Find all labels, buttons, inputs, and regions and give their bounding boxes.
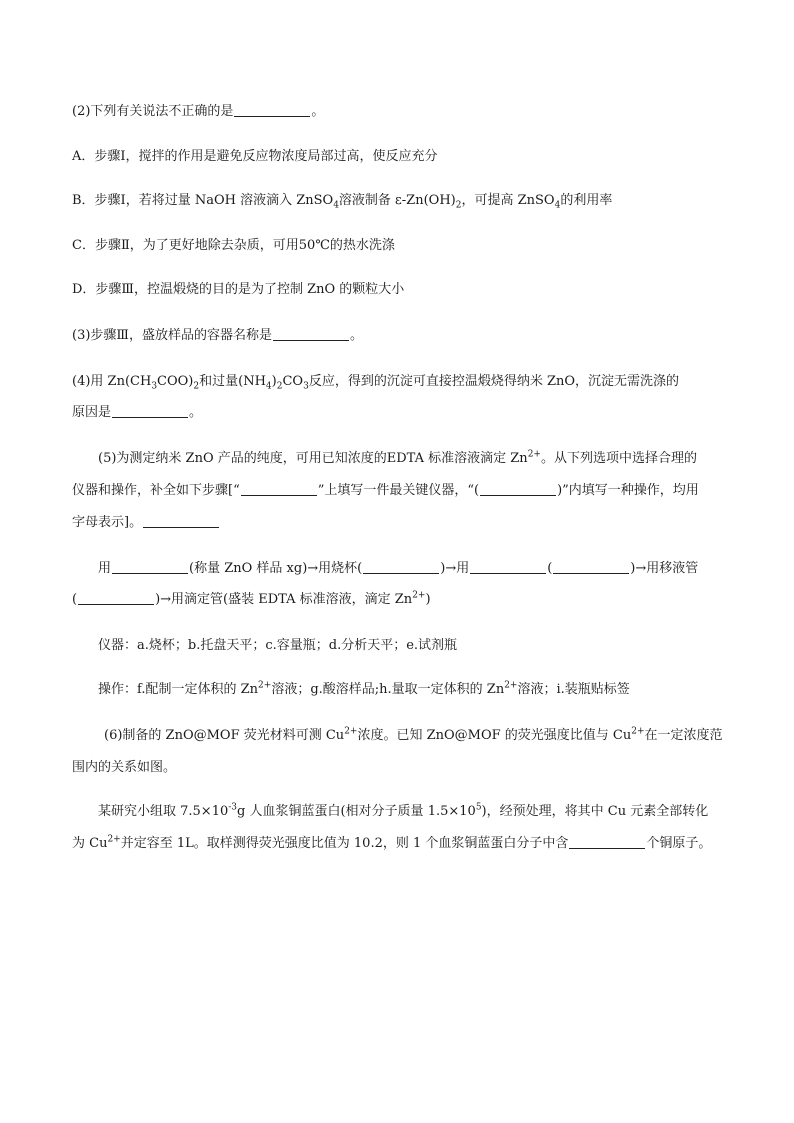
q6-line4: 为 $Cu^{2+}$并定容至 1L。取样测得荧光强度比值为 10.2，则 1 个血浆铜蓝蛋白分子中含 个铜原子。 xyxy=(72,834,712,851)
q5-line2: 仪器和操作，补全如下步骤[“ ”上填写一件最关键仪器，“( )”内填写一种操作，均用 xyxy=(72,483,699,498)
q2-option-d: D．步骤Ⅲ，控温煅烧的目的是为了控制 ZnO 的颗粒大小 xyxy=(72,282,405,297)
operation-blank[interactable] xyxy=(553,561,629,574)
q6-line2: 围内的关系如图。 xyxy=(72,760,177,775)
q5-line3: 字母表示]。 xyxy=(72,514,220,532)
q2-option-b: B．步骤Ⅰ，若将过量 NaOH 溶液滴入 ZnSO$_4$溶液制备 $\varepsilon-Zn(OH)_2$，可提高 ZnSO$_4$的利用率 xyxy=(72,193,613,211)
q5-instruments: 仪器：a.烧杯；b.托盘天平；c.容量瓶；d.分析天平；e.试剂瓶 xyxy=(98,638,458,653)
operation-blank[interactable] xyxy=(78,592,154,605)
answer-blank[interactable] xyxy=(480,483,556,496)
answer-blank[interactable] xyxy=(112,405,188,418)
q2-option-a: A．步骤Ⅰ，搅拌的作用是避免反应物浓度局部过高，使反应充分 xyxy=(72,149,438,164)
q5-steps-line2: ( )→用滴定管(盛装 EDTA 标准溶液，滴定 $Zn^{2+}$) xyxy=(72,590,431,607)
q4-line2: 原因是 。 xyxy=(72,405,203,420)
answer-blank[interactable] xyxy=(143,515,219,528)
answer-blank[interactable] xyxy=(273,328,349,341)
operation-blank[interactable] xyxy=(363,561,439,574)
q5-line1: (5)为测定纳米 ZnO 产品的纯度，可用已知浓度的EDTA 标准溶液滴定 $Zn^{2+}$。从下列选项中选择合理的 xyxy=(98,449,697,466)
answer-blank[interactable] xyxy=(241,483,317,496)
q4-line1: (4)用 $Zn(CH_3COO)_2$和过量$(NH_4)_2CO_3$反应，得到的沉淀可直接控温煅烧得纳米 ZnO，沉淀无需洗涤的 xyxy=(72,374,680,392)
instrument-blank[interactable] xyxy=(470,561,546,574)
q2-option-c: C．步骤Ⅱ，为了更好地除去杂质，可用50℃的热水洗涤 xyxy=(72,238,395,253)
q6-line3: 某研究小组取 $7.5\times 10^{-3}g$ 人血浆铜蓝蛋白(相对分子质量 $1.5\times 10^5$)，经预处理，将其中 Cu 元素全部转化 xyxy=(98,802,709,819)
q5-steps-line1: 用 (称量 ZnO 样品 xg)→用烧杯( )→用 ( )→用移液管 xyxy=(98,561,699,576)
instrument-blank[interactable] xyxy=(112,561,188,574)
q5-operations: 操作：f.配制一定体积的 $Zn^{2+}$溶液；g.酸溶样品;h.量取一定体积的 $Zn^{2+}$溶液；i.装瓶贴标签 xyxy=(98,680,630,697)
answer-blank[interactable] xyxy=(569,836,645,849)
q2-stem: (2)下列有关说法不正确的是 。 xyxy=(72,104,325,119)
answer-blank[interactable] xyxy=(234,104,310,117)
q6-line1: (6)制备的 ZnO@MOF 荧光材料可测 $Cu^{2+}$浓度。已知 ZnO@MOF 的荧光强度比值与 $Cu^{2+}$在一定浓度范 xyxy=(104,726,723,743)
q3-stem: (3)步骤Ⅲ，盛放样品的容器名称是 。 xyxy=(72,328,363,343)
